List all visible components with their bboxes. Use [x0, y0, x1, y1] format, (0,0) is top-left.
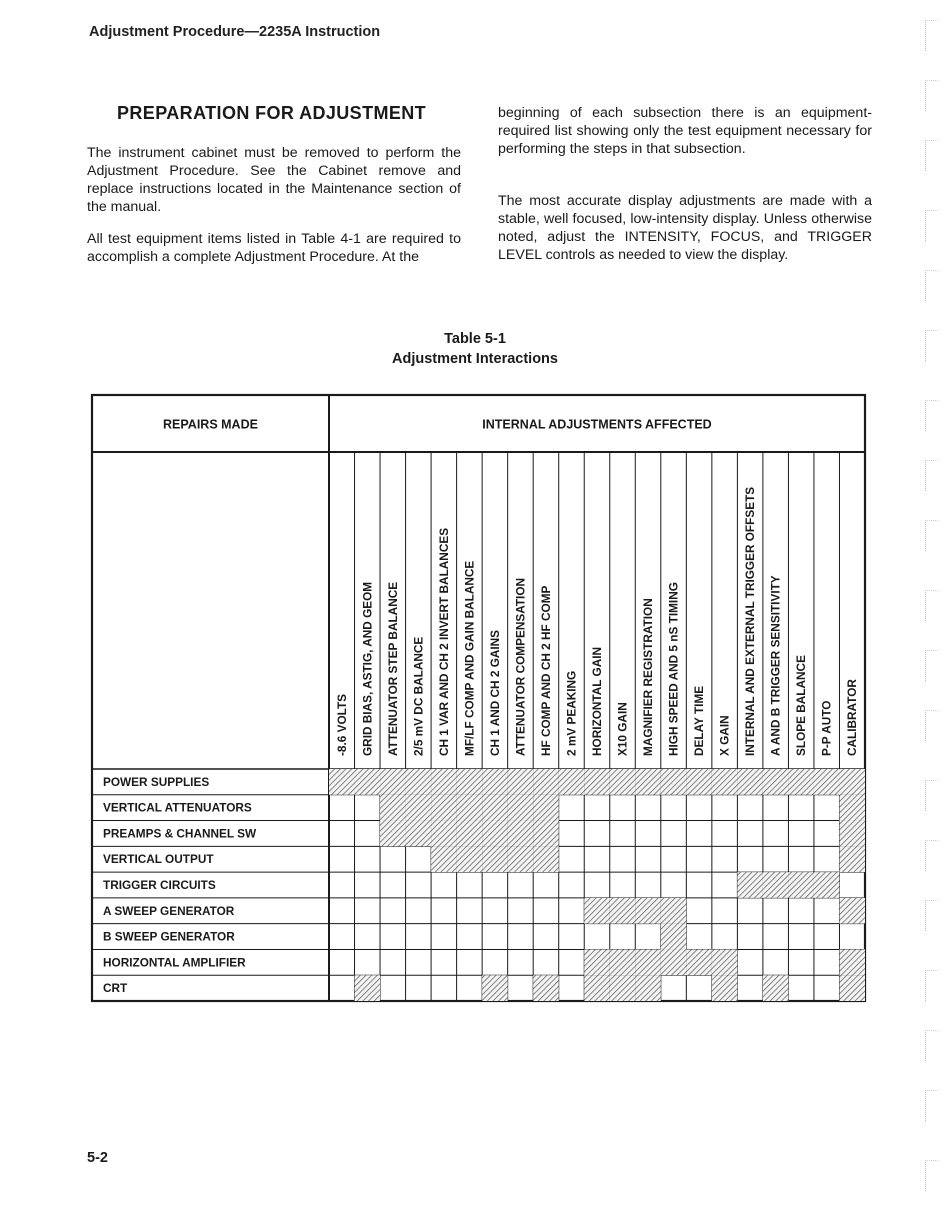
section-heading: PREPARATION FOR ADJUSTMENT [117, 103, 427, 123]
column-name: GRID BIAS, ASTIG, AND GEOM [360, 581, 375, 756]
affected-cell [763, 769, 789, 795]
column-name: DELAY TIME [692, 685, 707, 756]
affected-cell [482, 821, 508, 847]
affected-cell [814, 872, 840, 898]
column-name: CH 1 AND CH 2 GAINS [487, 629, 502, 756]
affected-cell [380, 795, 406, 821]
affected-cell [839, 846, 865, 872]
affected-cell [839, 795, 865, 821]
affected-cell [712, 769, 738, 795]
column-name: 2/5 mV DC BALANCE [411, 636, 426, 756]
column-name: CH 1 VAR AND CH 2 INVERT BALANCES [436, 527, 451, 756]
repairs-made-header: REPAIRS MADE [163, 417, 258, 432]
affected-cell [737, 872, 763, 898]
row-label: CRT [103, 981, 128, 996]
paragraph-subsection: beginning of each subsection there is an equipment-required list showing only the test equipment necessary for performing the steps in that subsection. [498, 105, 872, 157]
table-affected-cells [329, 769, 865, 1001]
affected-cell [533, 795, 559, 821]
affected-cell [788, 769, 814, 795]
affected-cell [508, 821, 534, 847]
column-name: ATTENUATOR STEP BALANCE [385, 581, 400, 756]
column-name: ATTENUATOR COMPENSATION [513, 577, 528, 756]
affected-cell [482, 846, 508, 872]
paragraph-test-equipment: All test equipment items listed in Table 4-1 are required to accomplish a complete Adjustment Procedure. At the [87, 231, 461, 265]
affected-cell [533, 769, 559, 795]
table-title: Adjustment Interactions [392, 351, 558, 367]
column-name: HIGH SPEED AND 5 nS TIMING [666, 582, 681, 756]
affected-cell [508, 769, 534, 795]
affected-cell [457, 846, 483, 872]
affected-cell [431, 769, 457, 795]
affected-cell [533, 975, 559, 1001]
column-name: 2 mV PEAKING [564, 670, 579, 756]
affected-cell [763, 975, 789, 1001]
row-label: TRIGGER CIRCUITS [103, 878, 216, 892]
affected-cell [457, 769, 483, 795]
affected-cell [406, 821, 432, 847]
column-name: X10 GAIN [615, 702, 630, 756]
affected-cell [635, 769, 661, 795]
affected-cell [584, 769, 610, 795]
affected-cell [814, 769, 840, 795]
affected-cell [508, 795, 534, 821]
affected-cell [533, 846, 559, 872]
affected-cell [406, 795, 432, 821]
affected-cell [635, 949, 661, 975]
column-name: INTERNAL AND EXTERNAL TRIGGER OFFSETS [743, 486, 758, 756]
affected-cell [559, 769, 585, 795]
affected-cell [839, 821, 865, 847]
affected-cell [482, 975, 508, 1001]
column-name: -8.6 VOLTS [334, 693, 349, 756]
affected-cell [788, 872, 814, 898]
affected-cell [737, 769, 763, 795]
affected-cell [635, 975, 661, 1001]
affected-cell [839, 898, 865, 924]
affected-cell [839, 769, 865, 795]
running-header: Adjustment Procedure—2235A Instruction [89, 24, 381, 40]
affected-cell [712, 975, 738, 1001]
affected-cell [482, 769, 508, 795]
paragraph-display: The most accurate display adjustments are made with a stable, well focused, low-intensity display. Unless otherwise noted, adjust the INTENSITY, FOCUS, and TRIGGER LEVEL controls as needed to view the display. [498, 193, 872, 263]
table-number: Table 5-1 [444, 331, 506, 347]
affected-cell [661, 949, 687, 975]
affected-cell [635, 898, 661, 924]
affected-cell [431, 795, 457, 821]
affected-cell [457, 821, 483, 847]
affected-cell [686, 949, 712, 975]
affected-cell [610, 949, 636, 975]
affected-cell [610, 769, 636, 795]
column-name: SLOPE BALANCE [794, 655, 809, 756]
page-number: 5-2 [87, 1150, 108, 1166]
column-name: MF/LF COMP AND GAIN BALANCE [462, 560, 477, 756]
column-name: CALIBRATOR [845, 679, 860, 756]
paragraph-cabinet: The instrument cabinet must be removed to perform the Adjustment Procedure. See the Cabinet remove and replace instructions located in the Maintenance section of the manual. [87, 145, 461, 215]
affected-cell [661, 898, 687, 924]
affected-cell [763, 872, 789, 898]
affected-cell [431, 846, 457, 872]
row-label: PREAMPS & CHANNEL SW [103, 826, 257, 841]
affected-cell [661, 769, 687, 795]
column-name: HF COMP AND CH 2 HF COMP [538, 585, 553, 756]
affected-cell [380, 769, 406, 795]
affected-cell [839, 975, 865, 1001]
affected-cell [482, 795, 508, 821]
affected-cell [610, 975, 636, 1001]
affected-cell [584, 898, 610, 924]
row-label: B SWEEP GENERATOR [103, 929, 235, 944]
affected-cell [686, 769, 712, 795]
table-labels [103, 418, 859, 996]
affected-cell [431, 821, 457, 847]
affected-cell [406, 769, 432, 795]
affected-cell [839, 949, 865, 975]
affected-cell [533, 821, 559, 847]
affected-cell [380, 821, 406, 847]
affected-cell [457, 795, 483, 821]
row-label: POWER SUPPLIES [103, 774, 210, 789]
column-name: X GAIN [717, 715, 732, 756]
column-name: A AND B TRIGGER SENSITIVITY [768, 575, 783, 756]
affected-cell [329, 769, 355, 795]
column-name: HORIZONTAL GAIN [590, 646, 604, 756]
affected-cell [355, 975, 381, 1001]
row-label: A SWEEP GENERATOR [103, 903, 235, 918]
column-name: MAGNIFIER REGISTRATION [641, 598, 656, 756]
row-label: HORIZONTAL AMPLIFIER [103, 955, 246, 970]
affected-cell [610, 898, 636, 924]
row-label: VERTICAL ATTENUATORS [103, 800, 252, 815]
affected-cell [712, 949, 738, 975]
scan-margin-marks [918, 10, 942, 1210]
affected-cell [584, 949, 610, 975]
affected-cell [508, 846, 534, 872]
adjustments-affected-header: INTERNAL ADJUSTMENTS AFFECTED [482, 417, 712, 432]
affected-cell [584, 975, 610, 1001]
column-name: P-P AUTO [819, 700, 834, 756]
affected-cell [355, 769, 381, 795]
affected-cell [661, 924, 687, 950]
row-label: VERTICAL OUTPUT [103, 852, 214, 867]
